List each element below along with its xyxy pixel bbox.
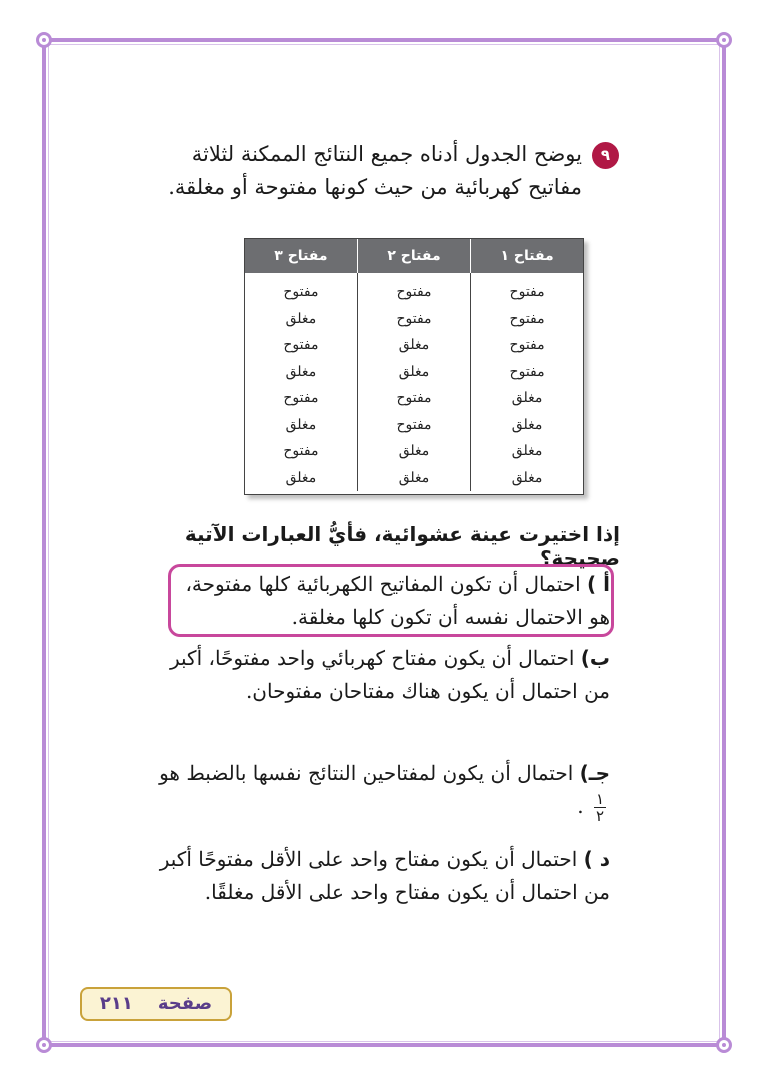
table-row bbox=[245, 438, 583, 465]
page-frame-right bbox=[722, 40, 726, 1046]
question-text: يوضح الجدول أدناه جميع النتائج الممكنة لثلاثة مفاتيح كهربائية من حيث كونها مفتوحة أو مغلقة. bbox=[168, 142, 582, 199]
table-cell: مغلق bbox=[471, 465, 583, 492]
option-c-text-end: . bbox=[577, 794, 584, 818]
table-cell: مفتوح bbox=[283, 337, 319, 354]
table-row bbox=[245, 332, 583, 359]
question-prompt: إذا اختيرت عينة عشوائية، فأيُّ العبارات الآتية صحيحة؟ bbox=[184, 522, 620, 570]
table-row bbox=[245, 359, 583, 386]
table-cell: مفتوح bbox=[471, 306, 583, 333]
table-cell: مفتوح bbox=[283, 443, 319, 460]
option-d-letter: د ) bbox=[583, 847, 610, 871]
fraction-denominator: ٢ bbox=[595, 807, 604, 825]
table-row bbox=[245, 412, 583, 439]
page-frame-inner-top bbox=[46, 44, 722, 45]
table-cell: مفتوح bbox=[471, 359, 583, 386]
table-cell: مغلق bbox=[357, 438, 470, 465]
fraction-one-half bbox=[594, 791, 606, 824]
table-cell: مغلق bbox=[471, 412, 583, 439]
page-frame-left bbox=[42, 40, 46, 1046]
fraction-numerator: ١ bbox=[595, 790, 604, 808]
option-a[interactable] bbox=[178, 568, 610, 634]
option-b[interactable] bbox=[150, 642, 610, 708]
table-header-switch-1: مفتاح ١ bbox=[471, 239, 583, 273]
option-d-text: احتمال أن يكون مفتاح واحد على الأقل مفتوحًا أكبر من احتمال أن يكون مفتاح واحد على الأقل مغلقًا. bbox=[159, 847, 610, 904]
table-cell: مفتوح bbox=[357, 385, 470, 412]
table-cell: مفتوح bbox=[357, 412, 470, 439]
table-cell: مغلق bbox=[471, 438, 583, 465]
page-frame-inner-bottom bbox=[46, 1041, 722, 1042]
page-number: ٢١١ bbox=[99, 993, 133, 1014]
page-label: صفحة bbox=[157, 993, 213, 1014]
frame-corner-ornament-icon bbox=[36, 32, 52, 48]
option-a-text: احتمال أن تكون المفاتيح الكهربائية كلها مفتوحة، هو الاحتمال نفسه أن تكون كلها مغلقة. bbox=[185, 572, 610, 629]
frame-corner-ornament-icon bbox=[716, 1037, 732, 1053]
option-c-letter: جـ) bbox=[579, 761, 610, 785]
page-frame-inner-left bbox=[48, 46, 49, 1040]
table-cell: مغلق bbox=[471, 385, 583, 412]
table-cell: مفتوح bbox=[471, 332, 583, 359]
table-cell: مغلق bbox=[285, 416, 317, 433]
table-cell: مغلق bbox=[357, 465, 470, 492]
table-cell: مغلق bbox=[285, 310, 317, 327]
page-frame-inner-right bbox=[719, 46, 720, 1040]
table-cell: مغلق bbox=[357, 359, 470, 386]
option-c-text: احتمال أن يكون لمفتاحين النتائج نفسها بالضبط هو bbox=[159, 761, 574, 785]
table-header-switch-2: مفتاح ٢ bbox=[357, 239, 470, 273]
table-row bbox=[245, 273, 583, 306]
table-cell: مغلق bbox=[357, 332, 470, 359]
table-row bbox=[245, 465, 583, 492]
table-cell: مفتوح bbox=[283, 390, 319, 407]
table-header-switch-3: مفتاح ٣ bbox=[245, 239, 357, 273]
table-cell: مغلق bbox=[285, 469, 317, 486]
frame-corner-ornament-icon bbox=[716, 32, 732, 48]
option-d[interactable] bbox=[150, 843, 610, 909]
frame-corner-ornament-icon bbox=[36, 1037, 52, 1053]
option-b-text: احتمال أن يكون مفتاح كهربائي واحد مفتوحًا، أكبر من احتمال أن يكون هناك مفتاحان مفتوحان. bbox=[169, 646, 610, 703]
table-cell: مفتوح bbox=[283, 284, 319, 301]
question-number-badge: ٩ bbox=[592, 142, 619, 169]
option-b-letter: ب) bbox=[580, 646, 610, 670]
page-frame-top bbox=[46, 38, 722, 42]
table-row bbox=[245, 385, 583, 412]
option-a-letter: أ ) bbox=[587, 572, 610, 596]
table-cell: مفتوح bbox=[357, 306, 470, 333]
table-header-row bbox=[245, 239, 583, 273]
option-c[interactable] bbox=[150, 757, 610, 824]
table-cell: مغلق bbox=[285, 363, 317, 380]
outcomes-table bbox=[244, 238, 584, 495]
page-number-badge bbox=[80, 987, 232, 1021]
page-frame-bottom bbox=[46, 1043, 722, 1047]
table-cell: مفتوح bbox=[357, 273, 470, 306]
table-row bbox=[245, 306, 583, 333]
table-cell: مفتوح bbox=[471, 273, 583, 306]
